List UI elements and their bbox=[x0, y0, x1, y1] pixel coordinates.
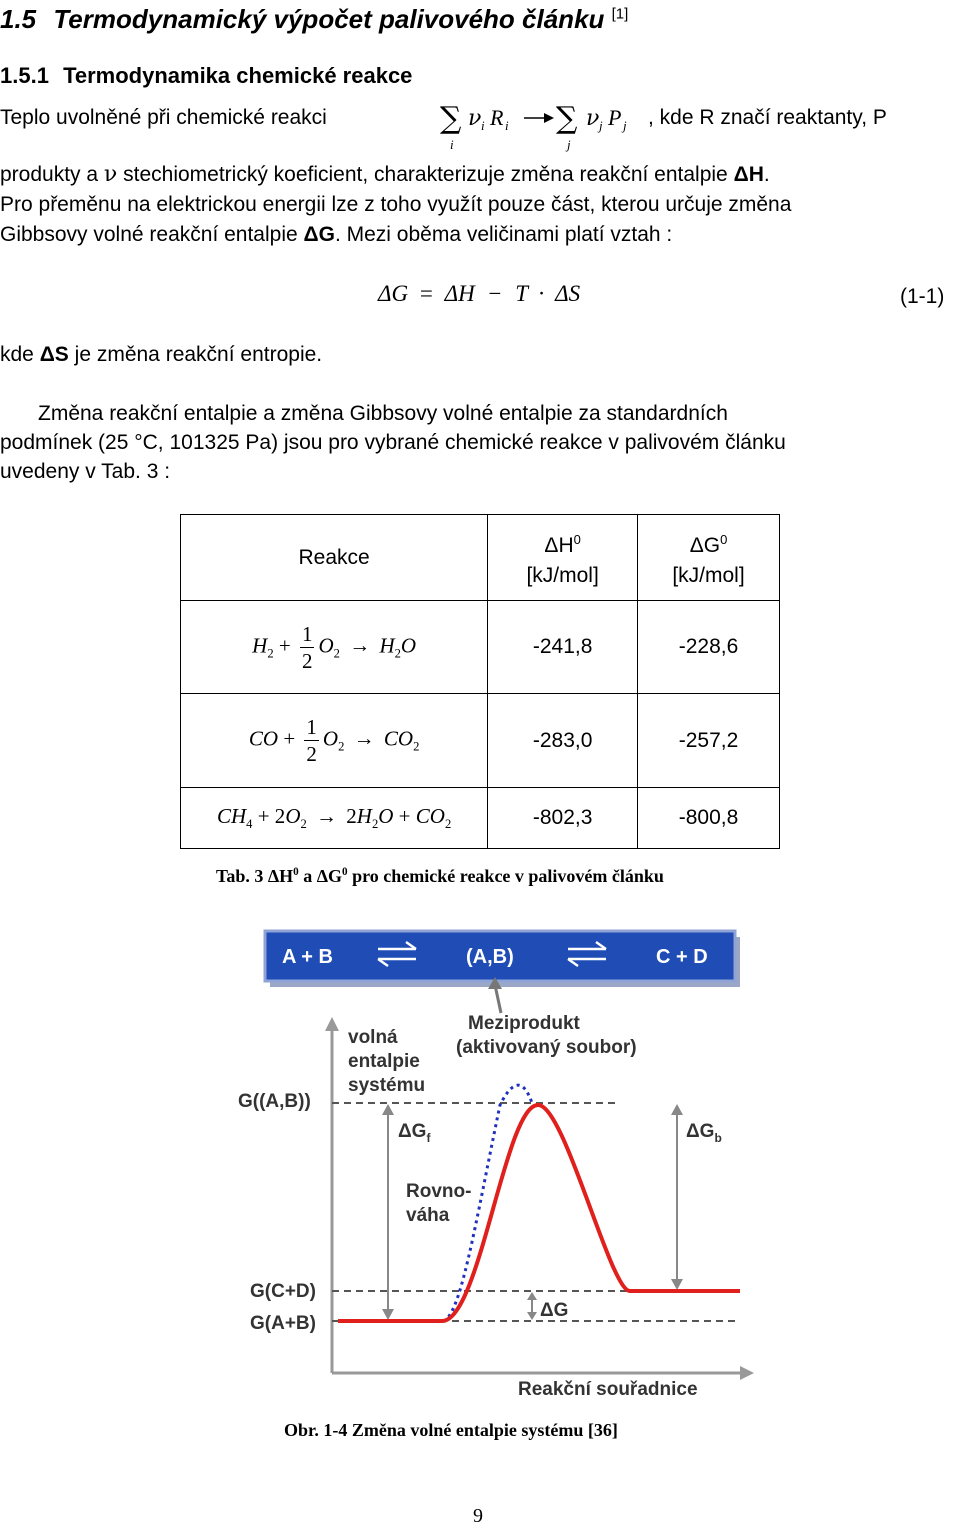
delta-h-symbol: ΔH bbox=[733, 163, 764, 186]
para3-line1: Změna reakční entalpie a změna Gibbsovy volné entalpie za standardních bbox=[38, 402, 728, 425]
sum-index-i: i bbox=[450, 137, 454, 152]
delta-s-symbol: ΔS bbox=[39, 343, 69, 366]
label-equilibrium-2: váha bbox=[406, 1205, 450, 1226]
para3-line2: podmínek (25 °C, 101325 Pa) jsou pro vybrané chemické reakce v palivovém článku bbox=[0, 431, 786, 454]
reaction-co-o2: CO + $\frac{1}{2}$ $O_2 \to CO_2$ bbox=[181, 694, 488, 788]
free-enthalpy-figure bbox=[220, 925, 760, 1395]
eq-lhs: ΔG bbox=[378, 281, 409, 306]
reaction-ch4: $CH_4 + 2O_2 \to 2H_2O + CO_2$ bbox=[181, 788, 488, 849]
box-label-ab: A + B bbox=[282, 946, 333, 968]
dotted-curve bbox=[338, 1085, 532, 1321]
label-free-enthalpy-3: systému bbox=[348, 1075, 426, 1096]
label-g-ab: G(A+B) bbox=[250, 1313, 316, 1334]
svg-text:j: j bbox=[567, 137, 571, 152]
row1-dg: -228,6 bbox=[638, 601, 780, 694]
label-g-cd: G(C+D) bbox=[250, 1281, 316, 1302]
section-title: Termodynamický výpočet palivového článku bbox=[53, 4, 605, 34]
subsection-title: Termodynamika chemické reakce bbox=[63, 63, 413, 88]
section-number: 1.5 bbox=[0, 4, 37, 34]
eq-t: T bbox=[515, 281, 528, 306]
sum-symbol-i: ∑ bbox=[440, 101, 462, 136]
para1-line3: Pro přeměnu na elektrickou energii lze z toho využít pouze část, kterou určuje změna bbox=[0, 193, 792, 216]
delta-g-symbol: ΔG bbox=[303, 223, 335, 246]
svg-text:i: i bbox=[481, 118, 485, 133]
row3-dh: -802,3 bbox=[488, 788, 638, 849]
page-number: 9 bbox=[473, 1505, 483, 1527]
nu-j: ν bbox=[586, 106, 600, 131]
label-free-enthalpy-2: entalpie bbox=[348, 1051, 420, 1072]
figure-caption: Obr. 1-4 Změna volné entalpie systému [36] bbox=[284, 1420, 618, 1440]
row1-dh: -241,8 bbox=[488, 601, 638, 694]
table-caption: Tab. 3 $\Delta H^0$ a $\Delta G^0$ pro chemické reakce v palivovém článku bbox=[216, 866, 664, 886]
header-dg: $\Delta G^0$ [kJ/mol] bbox=[638, 515, 780, 601]
svg-text:j: j bbox=[599, 118, 603, 133]
box-label-complex: (A,B) bbox=[466, 946, 514, 968]
label-free-enthalpy-1: volná bbox=[348, 1027, 398, 1048]
section-ref: [1] bbox=[611, 5, 629, 23]
p-j: P bbox=[608, 105, 622, 130]
reaction-table bbox=[180, 514, 780, 849]
para1-line2: produkty a ν stechiometrický koeficient, charakterizuje změna reakční entalpie ΔH. bbox=[0, 162, 770, 187]
label-dg-b: $\Delta G_b$ bbox=[686, 1121, 722, 1145]
para1-line1-end: , kde R značí reaktanty, P bbox=[648, 106, 887, 129]
svg-text:i: i bbox=[505, 118, 509, 133]
nu-symbol: ν bbox=[103, 162, 118, 187]
subsection-heading bbox=[0, 63, 412, 89]
header-reaction: Reakce bbox=[181, 515, 488, 601]
label-dg: ΔG bbox=[540, 1300, 569, 1321]
label-g-complex: G((A,B)) bbox=[238, 1091, 311, 1112]
subsection-number: 1.5.1 bbox=[0, 63, 49, 88]
sum-symbol-j: ∑ bbox=[556, 101, 578, 136]
reaction-h2-o2: $H_2$ + $\frac{1}{2}$ $O_2 \to H_2O$ bbox=[181, 601, 488, 694]
row3-dg: -800,8 bbox=[638, 788, 780, 849]
pointer-line bbox=[495, 985, 501, 1013]
para1-line1-text: Teplo uvolněné při chemické reakci bbox=[0, 106, 327, 129]
eq-ds: ΔS bbox=[555, 281, 581, 306]
label-intermediate-1: Meziprodukt bbox=[468, 1013, 580, 1034]
svg-text:j: j bbox=[623, 118, 627, 133]
reaction-formula bbox=[438, 96, 650, 154]
para1-line4: Gibbsovy volné reakční entalpie ΔG. Mezi oběma veličinami platí vztah : bbox=[0, 223, 673, 246]
label-x-axis: Reakční souřadnice bbox=[518, 1379, 698, 1395]
label-intermediate-2: (aktivovaný soubor) bbox=[456, 1037, 637, 1058]
r-i: R bbox=[490, 105, 504, 130]
table-row bbox=[181, 601, 780, 694]
box-label-cd: C + D bbox=[656, 946, 708, 968]
table-row bbox=[181, 788, 780, 849]
section-heading bbox=[0, 4, 628, 35]
para2: kde ΔS je změna reakční entropie. bbox=[0, 343, 323, 366]
table-header-row bbox=[181, 515, 780, 601]
table-row bbox=[181, 694, 780, 788]
para3-line3: uvedeny v Tab. 3 : bbox=[0, 460, 171, 483]
label-equilibrium-1: Rovno- bbox=[406, 1181, 472, 1202]
nu-i: ν bbox=[468, 106, 482, 131]
row2-dg: -257,2 bbox=[638, 694, 780, 788]
header-dh: $\Delta H^0$ [kJ/mol] bbox=[488, 515, 638, 601]
row2-dh: -283,0 bbox=[488, 694, 638, 788]
eq-dh: ΔH bbox=[444, 281, 475, 306]
label-dg-f: $\Delta G_f$ bbox=[398, 1121, 431, 1145]
equation-number: (1-1) bbox=[900, 285, 945, 308]
equation-1-1: ΔG = ΔH − T · ΔS bbox=[378, 281, 581, 306]
